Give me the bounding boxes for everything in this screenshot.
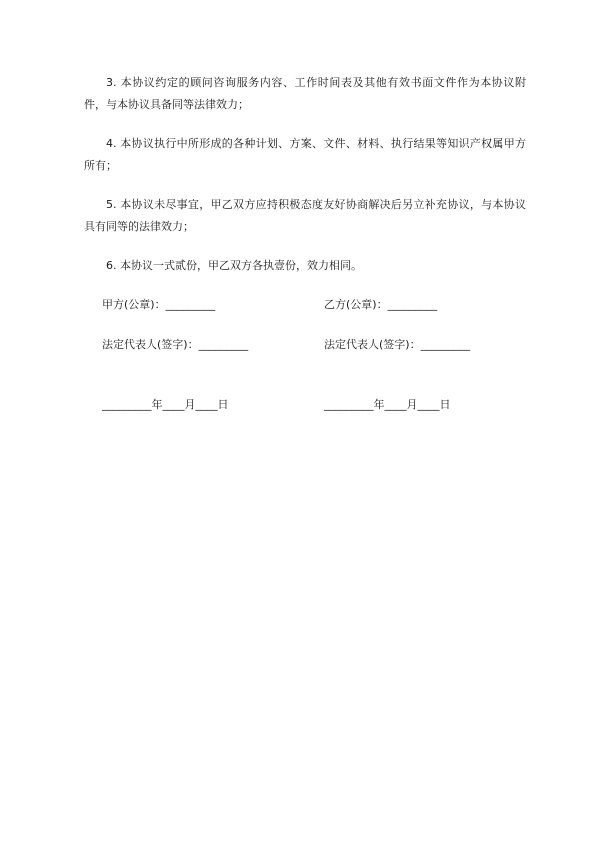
clause-list <box>84 72 526 294</box>
party-b-representative-line: 法定代表人(签字)：_________ <box>324 338 471 351</box>
clause-4: 4. 本协议执行中所形成的各种计划、方案、文件、材料、执行结果等知识产权属甲方所有； <box>84 137 526 172</box>
clause-3: 3. 本协议约定的顾问咨询服务内容、工作时间表及其他有效书面文件作为本协议附件，与本协议具备同等法律效力； <box>84 76 526 111</box>
clause-6: 6. 本协议一式贰份，甲乙双方各执壹份，效力相同。 <box>106 259 362 272</box>
clause-5: 5. 本协议未尽事宜，甲乙双方应持积极态度友好协商解决后另立补充协议，与本协议具有同等的法律效力； <box>84 198 526 233</box>
party-b-date-line: _________年____月____日 <box>324 398 451 411</box>
party-a-representative-line: 法定代表人(签字)：_________ <box>102 338 249 351</box>
party-a-seal-line: 甲方(公章)：_________ <box>102 298 216 311</box>
party-a-date-line: _________年____月____日 <box>102 398 229 411</box>
party-b-seal-line: 乙方(公章)：_________ <box>324 298 438 311</box>
